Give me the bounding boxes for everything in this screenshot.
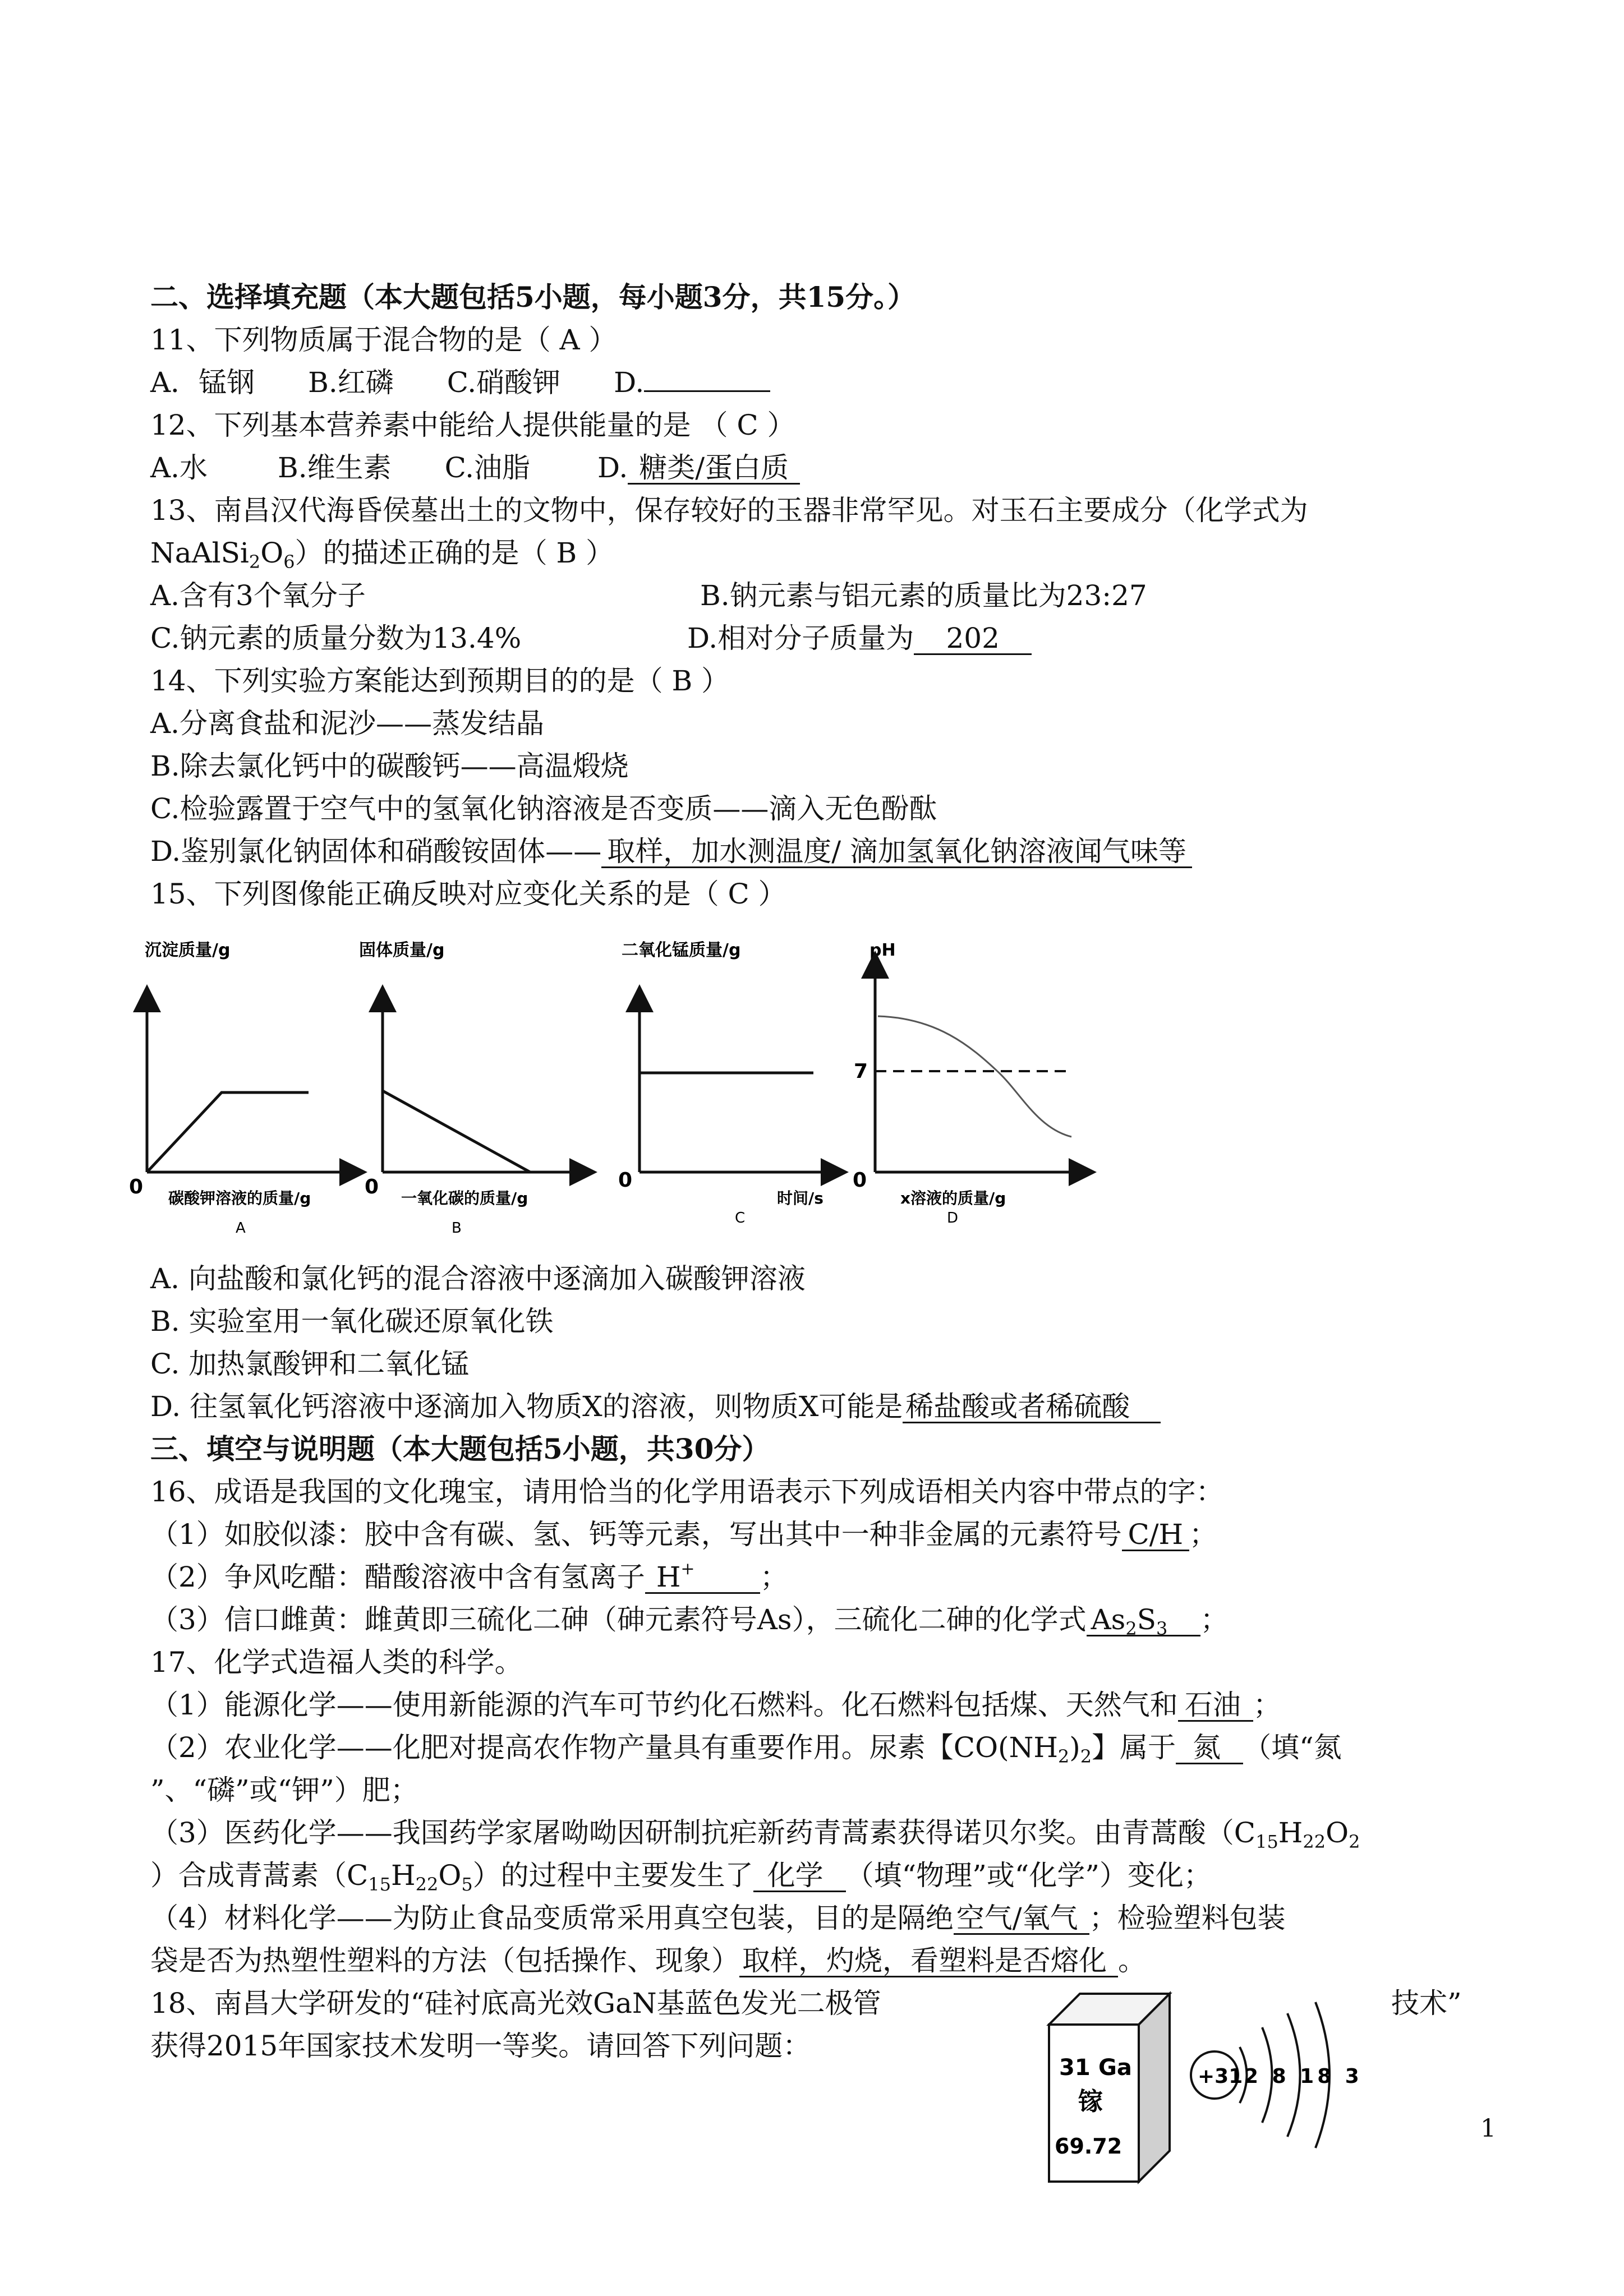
- graph-a: [129, 940, 353, 1237]
- svg-text:0: 0: [853, 1169, 867, 1192]
- option-c: C.检验露置于空气中的氢氧化钠溶液是否变质——滴入无色酚酞: [150, 792, 937, 825]
- option-a: A．锰钢: [150, 366, 255, 399]
- option-b: B.红磷: [308, 366, 394, 399]
- atomic-structure: [1191, 2002, 1363, 2148]
- graph-d: [853, 940, 1083, 1227]
- option-a: A.含有3个氧分子: [150, 579, 366, 612]
- graph-d-ylabel: pH: [869, 940, 896, 960]
- graph-c-ylabel: 二氧化锰质量/g: [622, 940, 741, 960]
- graph-a-ylabel: 沉淀质量/g: [145, 940, 231, 960]
- question-11: 11、下列物质属于混合物的是（ A ）: [150, 324, 617, 356]
- question-17-part3-line2: ）合成青蒿素$(C_{15}H_{22}O_5)$的过程中主要发生了 化学 （填“物理”或“化学”）变化；: [150, 1859, 1212, 1895]
- answer-blank: 石油: [1178, 1690, 1253, 1722]
- answer-blank: 202: [914, 623, 1032, 655]
- option-a: A.分离食盐和泥沙——蒸发结晶: [150, 707, 545, 740]
- question-13-line2: $NaAlSi_2O_6$）的描述正确的是（ B ）: [150, 537, 614, 573]
- answer-blank: 空气/氧气: [954, 1903, 1089, 1935]
- answer-blank: 糖类/蛋白质: [628, 453, 800, 485]
- question-16: 16、成语是我国的文化瑰宝，请用恰当的化学用语表示下列成语相关内容中带点的字：: [150, 1476, 1224, 1508]
- graph-b-ylabel: 固体质量/g: [359, 940, 445, 960]
- answer-blank: $As_2S_3$: [1087, 1605, 1200, 1636]
- electron-shells: 2 8 18 3: [1244, 2065, 1363, 2088]
- question-17-part3: （3）医药化学——我国药学家屠呦呦因研制抗疟新药青蒿素获得诺贝尔奖。由青蒿酸（$C_{15}H_{22}O_2$: [150, 1816, 1360, 1852]
- question-16-part2: （2）争风吃醋：醋酸溶液中含有氢离子 H+ ；: [150, 1559, 788, 1593]
- element-card: [1049, 1994, 1170, 2182]
- graph-c-xlabel: 时间/s: [777, 1189, 823, 1207]
- graph-b: [359, 940, 583, 1237]
- svg-text:0: 0: [365, 1175, 379, 1198]
- graph-b-curve: [383, 1091, 530, 1172]
- graph-b-tag: B: [452, 1220, 462, 1237]
- graph-c: [618, 940, 835, 1227]
- graph-d-xlabel: x溶液的质量/g: [900, 1189, 1006, 1207]
- option-d: D.: [597, 451, 628, 484]
- graph-b-xlabel: 一氧化碳的质量/g: [401, 1189, 528, 1207]
- graph-a-curve: [147, 1092, 309, 1172]
- page-number: 1: [1480, 2114, 1496, 2143]
- graph-a-tag: A: [236, 1220, 246, 1237]
- question-17-part2-line2: ”、“磷”或“钾”）肥；: [150, 1774, 418, 1806]
- question-13-line1: 13、南昌汉代海昏侯墓出土的文物中，保存较好的玉器非常罕见。对玉石主要成分（化学式为: [150, 494, 1308, 527]
- question-12-options: [150, 450, 800, 486]
- graph-d-curve: [878, 1016, 1071, 1137]
- question-16-part1: （1）如胶似漆：胶中含有碳、氢、钙等元素，写出其中一种非金属的元素符号 C/H ；: [150, 1518, 1217, 1551]
- option-d: D.鉴别氯化钠固体和硝酸铵固体—— 取样，加水测温度/ 滴加氢氧化钠溶液闻气味等: [150, 833, 1192, 869]
- answer-blank: 稀盐酸或者稀硫酸: [903, 1391, 1161, 1423]
- answer-blank: [644, 390, 770, 392]
- graph-d-tag: D: [947, 1210, 959, 1227]
- gallium-figure: [1032, 1963, 1380, 2187]
- question-17-part1: （1）能源化学——使用新能源的汽车可节约化石燃料。化石燃料包括煤、天然气和 石油 ；: [150, 1689, 1281, 1721]
- section-title: 二、选择填充题（本大题包括5小题，每小题3分，共15分。）: [150, 280, 916, 313]
- element-symbol: Ga: [1098, 2055, 1132, 2081]
- svg-text:+31: +31: [1198, 2065, 1243, 2088]
- answer-blank: 取样，灼烧，看塑料是否熔化: [739, 1945, 1118, 1977]
- option-d: D.: [614, 366, 645, 399]
- option-a: A. 向盐酸和氯化钙的混合溶液中逐滴加入碳酸钾溶液: [150, 1262, 806, 1295]
- question-18-line2: 获得2015年国家技术发明一等奖。请回答下列问题：: [150, 2030, 811, 2062]
- question-16-part3: （3）信口雌黄：雌黄即三硫化二砷（砷元素符号As），三硫化二砷的化学式 $As_2S_3$ ；: [150, 1603, 1229, 1639]
- svg-text:7: 7: [854, 1060, 868, 1083]
- answer-blank: 氮: [1176, 1732, 1243, 1764]
- question-17-part4: （4）材料化学——为防止食品变质常采用真空包装，目的是隔绝 空气/氧气 ；检验塑料包装: [150, 1902, 1286, 1934]
- answer-blank: H+: [645, 1562, 760, 1594]
- question-17-part2: （2）农业化学——化肥对提高农作物产量具有重要作用。尿素【$CO(NH_2)_2$】属于 氮 （填“氮: [150, 1731, 1342, 1767]
- option-b: B. 实验室用一氧化碳还原氧化铁: [150, 1305, 554, 1338]
- atomic-number: 31: [1059, 2055, 1091, 2081]
- atomic-mass: 69.72: [1055, 2134, 1122, 2159]
- svg-text:0: 0: [618, 1169, 633, 1192]
- graphs-figure: [123, 925, 1099, 1239]
- element-name: 镓: [1078, 2087, 1103, 2116]
- option-d: D. 往氢氧化钙溶液中逐滴加入物质X的溶液，则物质X可能是 稀盐酸或者稀硫酸: [150, 1389, 1161, 1424]
- option-c: C.硝酸钾: [447, 366, 561, 399]
- question-17-part4-line2: 袋是否为热塑性塑料的方法（包括操作、现象） 取样，灼烧，看塑料是否熔化 。: [150, 1944, 1146, 1977]
- question-18-line1-tail: 技术”: [1391, 1987, 1462, 2020]
- option-c: C.油脂: [444, 451, 531, 484]
- question-12: 12、下列基本营养素中能给人提供能量的是 （ C ）: [150, 409, 795, 441]
- svg-text:0: 0: [129, 1175, 144, 1198]
- section-title: 三、填空与说明题（本大题包括5小题，共30分）: [150, 1432, 770, 1465]
- option-c: C. 加热氯酸钾和二氧化锰: [150, 1348, 470, 1380]
- question-17: 17、化学式造福人类的科学。: [150, 1646, 523, 1679]
- question-14: 14、下列实验方案能达到预期目的的是（ B ）: [150, 665, 730, 697]
- option-b: B.维生素: [278, 451, 392, 484]
- answer-blank: C/H: [1122, 1519, 1189, 1551]
- option-c: C.钠元素的质量分数为13.4%: [150, 622, 522, 654]
- option-b: B.除去氯化钙中的碳酸钙——高温煅烧: [150, 750, 629, 782]
- graph-a-xlabel: 碳酸钾溶液的质量/g: [168, 1189, 311, 1207]
- question-11-options: [150, 365, 770, 400]
- answer-blank: 取样，加水测温度/ 滴加氢氧化钠溶液闻气味等: [601, 836, 1192, 868]
- answer-blank: 化学: [753, 1860, 846, 1892]
- option-a: A.水: [150, 451, 208, 484]
- question-18-line1: 18、南昌大学研发的“硅衬底高光效GaN基蓝色发光二极管: [150, 1987, 881, 2020]
- option-b: B.钠元素与铝元素的质量比为23:27: [700, 579, 1147, 612]
- graph-c-tag: C: [735, 1210, 746, 1227]
- option-d: D.相对分子质量为 202: [687, 620, 1032, 656]
- question-15: 15、下列图像能正确反映对应变化关系的是（ C ）: [150, 878, 786, 910]
